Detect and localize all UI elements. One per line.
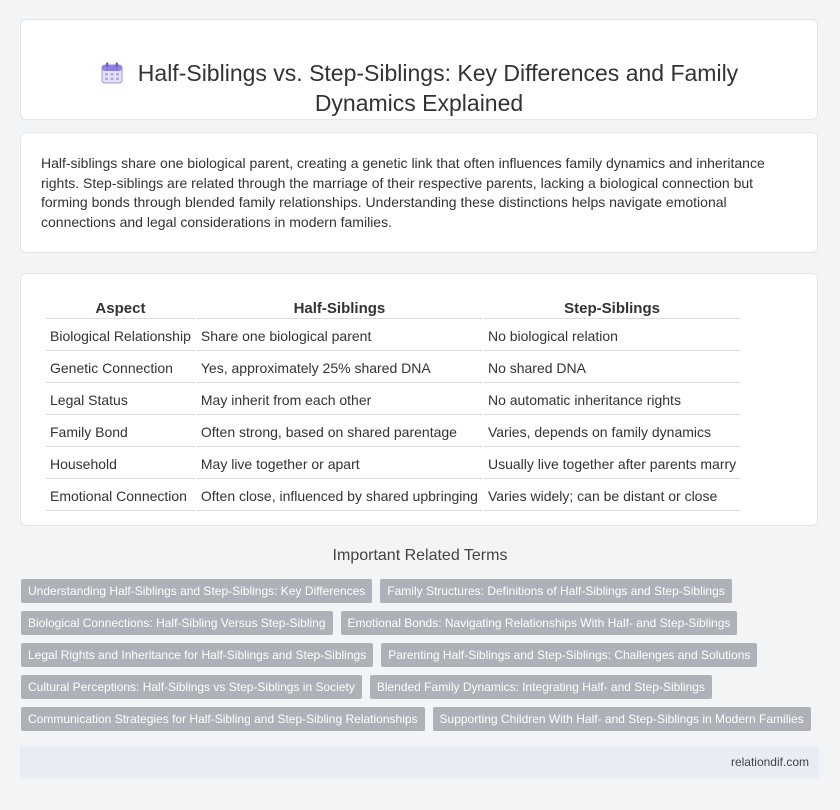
related-term-link[interactable]: Emotional Bonds: Navigating Relationships With Half- and Step-Siblings	[341, 611, 738, 635]
table-cell: Varies widely; can be distant or close	[484, 481, 740, 511]
table-cell: Often strong, based on shared parentage	[197, 417, 482, 447]
table-cell: Usually live together after parents marry	[484, 449, 740, 479]
page-title-text: Half-Siblings vs. Step-Siblings: Key Differences and Family Dynamics Explained	[137, 60, 739, 117]
comparison-table	[44, 296, 742, 513]
table-cell: Share one biological parent	[197, 321, 482, 351]
related-term-link[interactable]: Communication Strategies for Half-Sibling and Step-Sibling Relationships	[21, 707, 425, 731]
intro-paragraph: Half-siblings share one biological parent, creating a genetic link that often influences family dynamics and inheritance rights. Step-siblings are related through the marriage of their respective parents, lacking a biological connection but forming bonds through blended family relationships. Understanding these distinctions helps navigate emotional connections and legal considerations in modern families.	[41, 155, 765, 230]
table-row	[46, 449, 740, 479]
table-row	[46, 353, 740, 383]
table-cell: Legal Status	[46, 385, 195, 415]
table-cell: Household	[46, 449, 195, 479]
related-term-link[interactable]: Family Structures: Definitions of Half-Siblings and Step-Siblings	[380, 579, 731, 603]
header-step-siblings: Step-Siblings	[484, 298, 740, 319]
header-half-siblings: Half-Siblings	[197, 298, 482, 319]
table-cell: Varies, depends on family dynamics	[484, 417, 740, 447]
table-cell: Yes, approximately 25% shared DNA	[197, 353, 482, 383]
table-cell: Often close, influenced by shared upbringing	[197, 481, 482, 511]
header-aspect: Aspect	[46, 298, 195, 319]
title-card	[20, 19, 818, 120]
related-term-link[interactable]: Blended Family Dynamics: Integrating Half- and Step-Siblings	[370, 675, 712, 699]
related-terms-list	[21, 579, 821, 731]
table-cell: May inherit from each other	[197, 385, 482, 415]
table-header-row	[46, 298, 740, 319]
table-cell: No biological relation	[484, 321, 740, 351]
footer	[20, 746, 819, 778]
related-term-link[interactable]: Biological Connections: Half-Sibling Versus Step-Sibling	[21, 611, 333, 635]
table-row	[46, 321, 740, 351]
intro-card	[20, 132, 818, 253]
table-cell: No automatic inheritance rights	[484, 385, 740, 415]
related-term-link[interactable]: Understanding Half-Siblings and Step-Siblings: Key Differences	[21, 579, 372, 603]
page-title	[61, 58, 777, 118]
table-cell: Emotional Connection	[46, 481, 195, 511]
related-term-link[interactable]: Legal Rights and Inheritance for Half-Siblings and Step-Siblings	[21, 643, 373, 667]
table-cell: Genetic Connection	[46, 353, 195, 383]
related-term-link[interactable]: Cultural Perceptions: Half-Siblings vs Step-Siblings in Society	[21, 675, 362, 699]
table-cell: No shared DNA	[484, 353, 740, 383]
calendar-icon	[100, 61, 124, 85]
table-row	[46, 417, 740, 447]
related-term-link[interactable]: Parenting Half-Siblings and Step-Siblings: Challenges and Solutions	[381, 643, 757, 667]
footer-site-link[interactable]: relationdif.com	[730, 755, 809, 769]
comparison-card	[20, 273, 818, 526]
table-cell: Biological Relationship	[46, 321, 195, 351]
table-row	[46, 481, 740, 511]
table-row	[46, 385, 740, 415]
related-term-link[interactable]: Supporting Children With Half- and Step-Siblings in Modern Families	[433, 707, 811, 731]
related-terms-title: Important Related Terms	[332, 547, 508, 564]
table-cell: Family Bond	[46, 417, 195, 447]
table-cell: May live together or apart	[197, 449, 482, 479]
